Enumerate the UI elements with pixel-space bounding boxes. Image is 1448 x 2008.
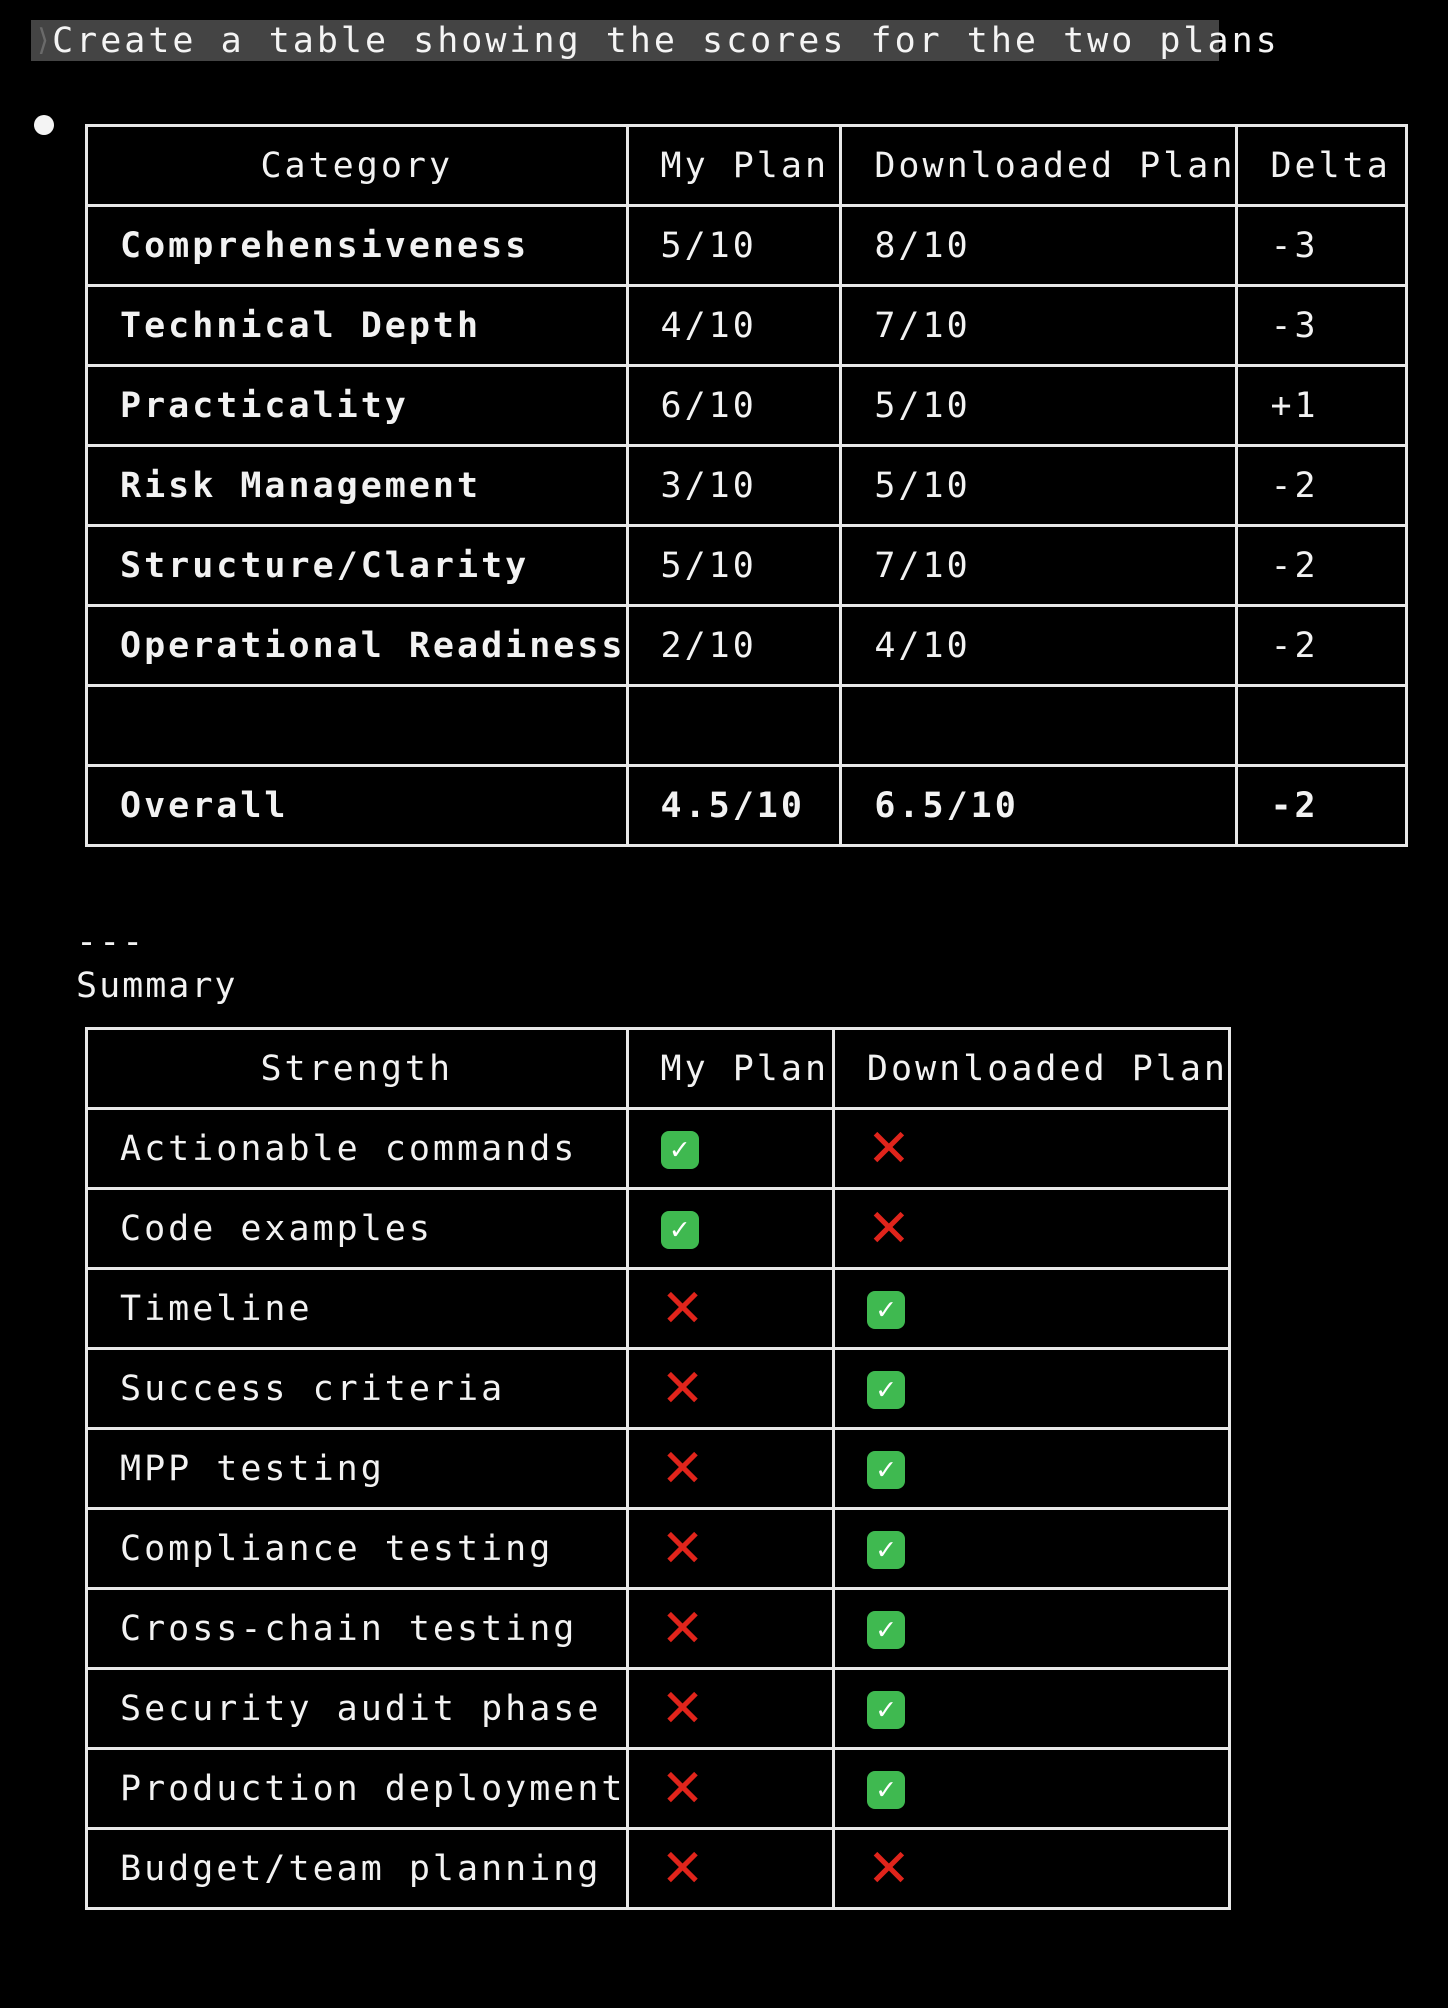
overall-delta: -2	[1237, 766, 1407, 846]
check-mark-icon: ✓	[867, 1771, 905, 1809]
my-plan-mark	[627, 1109, 833, 1189]
delta-cell: -3	[1237, 286, 1407, 366]
downloaded-plan-score: 7/10	[841, 286, 1237, 366]
chevron-right-icon: ⟩	[34, 23, 53, 58]
category-cell: Practicality	[87, 366, 628, 446]
response-bullet-icon	[34, 115, 54, 135]
table-row	[87, 366, 1407, 446]
strength-cell: Budget/team planning	[87, 1829, 628, 1909]
my-plan-mark	[627, 1669, 833, 1749]
scores-table	[85, 124, 1408, 847]
my-plan-mark	[627, 1349, 833, 1429]
overall-row	[87, 766, 1407, 846]
downloaded-plan-score: 7/10	[841, 526, 1237, 606]
cross-mark-icon: ✕	[660, 1678, 705, 1739]
strength-cell: Cross-chain testing	[87, 1589, 628, 1669]
downloaded-plan-score: 4/10	[841, 606, 1237, 686]
header-category: Category	[87, 126, 628, 206]
summary-heading: Summary	[76, 966, 238, 1006]
downloaded-plan-score: 5/10	[841, 366, 1237, 446]
header-strength: Strength	[87, 1029, 628, 1109]
my-plan-mark	[627, 1269, 833, 1349]
cross-mark-icon: ✕	[660, 1598, 705, 1659]
cross-mark-icon: ✕	[660, 1758, 705, 1819]
overall-label: Overall	[87, 766, 628, 846]
header-my-plan: My Plan	[627, 1029, 833, 1109]
check-mark-icon: ✓	[867, 1611, 905, 1649]
strength-cell: Production deployment	[87, 1749, 628, 1829]
downloaded-plan-mark	[833, 1589, 1229, 1669]
table-row	[87, 1669, 1230, 1749]
my-plan-mark	[627, 1829, 833, 1909]
table-row	[87, 1189, 1230, 1269]
strengths-table	[85, 1027, 1231, 1910]
delta-cell: -2	[1237, 606, 1407, 686]
strength-cell: Security audit phase	[87, 1669, 628, 1749]
cross-mark-icon: ✕	[660, 1278, 705, 1339]
empty-cell	[627, 686, 841, 766]
overall-my-plan: 4.5/10	[627, 766, 841, 846]
category-cell: Comprehensiveness	[87, 206, 628, 286]
category-cell: Structure/Clarity	[87, 526, 628, 606]
downloaded-plan-mark	[833, 1109, 1229, 1189]
table-row	[87, 446, 1407, 526]
downloaded-plan-mark	[833, 1749, 1229, 1829]
strength-cell: Compliance testing	[87, 1509, 628, 1589]
header-downloaded-plan: Downloaded Plan	[841, 126, 1237, 206]
my-plan-score: 5/10	[627, 206, 841, 286]
table-row	[87, 606, 1407, 686]
delta-cell: -2	[1237, 526, 1407, 606]
delta-cell: +1	[1237, 366, 1407, 446]
category-cell: Operational Readiness	[87, 606, 628, 686]
cross-mark-icon: ✕	[867, 1198, 911, 1259]
category-cell: Risk Management	[87, 446, 628, 526]
table-row	[87, 1109, 1230, 1189]
my-plan-score: 3/10	[627, 446, 841, 526]
table-row	[87, 1429, 1230, 1509]
category-cell: Technical Depth	[87, 286, 628, 366]
check-mark-icon: ✓	[867, 1531, 905, 1569]
my-plan-mark	[627, 1749, 833, 1829]
downloaded-plan-mark	[833, 1829, 1229, 1909]
downloaded-plan-mark	[833, 1669, 1229, 1749]
check-mark-icon: ✓	[867, 1691, 905, 1729]
strength-cell: Success criteria	[87, 1349, 628, 1429]
overall-downloaded-plan: 6.5/10	[841, 766, 1237, 846]
downloaded-plan-score: 8/10	[841, 206, 1237, 286]
my-plan-mark	[627, 1509, 833, 1589]
downloaded-plan-mark	[833, 1189, 1229, 1269]
table-row	[87, 206, 1407, 286]
table-row	[87, 526, 1407, 606]
table-row	[87, 1349, 1230, 1429]
strength-cell: Code examples	[87, 1189, 628, 1269]
my-plan-score: 6/10	[627, 366, 841, 446]
delta-cell: -3	[1237, 206, 1407, 286]
table-header-row	[87, 126, 1407, 206]
empty-cell	[841, 686, 1237, 766]
header-downloaded-plan: Downloaded Plan	[833, 1029, 1229, 1109]
table-row	[87, 1269, 1230, 1349]
table-row	[87, 286, 1407, 366]
cross-mark-icon: ✕	[660, 1838, 705, 1899]
prompt-text: Create a table showing the scores for the two plans	[52, 20, 1280, 61]
table-row	[87, 1509, 1230, 1589]
my-plan-score: 5/10	[627, 526, 841, 606]
empty-row	[87, 686, 1407, 766]
empty-cell	[87, 686, 628, 766]
cross-mark-icon: ✕	[660, 1438, 705, 1499]
table-header-row	[87, 1029, 1230, 1109]
downloaded-plan-mark	[833, 1429, 1229, 1509]
my-plan-score: 2/10	[627, 606, 841, 686]
downloaded-plan-score: 5/10	[841, 446, 1237, 526]
my-plan-score: 4/10	[627, 286, 841, 366]
table-row	[87, 1829, 1230, 1909]
downloaded-plan-mark	[833, 1509, 1229, 1589]
check-mark-icon: ✓	[867, 1451, 905, 1489]
downloaded-plan-mark	[833, 1349, 1229, 1429]
table-row	[87, 1589, 1230, 1669]
cross-mark-icon: ✕	[660, 1518, 705, 1579]
strength-cell: Timeline	[87, 1269, 628, 1349]
header-my-plan: My Plan	[627, 126, 841, 206]
downloaded-plan-mark	[833, 1269, 1229, 1349]
empty-cell	[1237, 686, 1407, 766]
strength-cell: Actionable commands	[87, 1109, 628, 1189]
user-prompt	[31, 20, 1280, 61]
my-plan-mark	[627, 1589, 833, 1669]
cross-mark-icon: ✕	[867, 1118, 911, 1179]
check-mark-icon: ✓	[661, 1131, 699, 1169]
header-delta: Delta	[1237, 126, 1407, 206]
check-mark-icon: ✓	[661, 1211, 699, 1249]
cross-mark-icon: ✕	[660, 1358, 705, 1419]
my-plan-mark	[627, 1189, 833, 1269]
separator: ---	[76, 922, 146, 962]
delta-cell: -2	[1237, 446, 1407, 526]
cross-mark-icon: ✕	[867, 1838, 911, 1899]
strength-cell: MPP testing	[87, 1429, 628, 1509]
check-mark-icon: ✓	[867, 1291, 905, 1329]
my-plan-mark	[627, 1429, 833, 1509]
table-row	[87, 1749, 1230, 1829]
check-mark-icon: ✓	[867, 1371, 905, 1409]
